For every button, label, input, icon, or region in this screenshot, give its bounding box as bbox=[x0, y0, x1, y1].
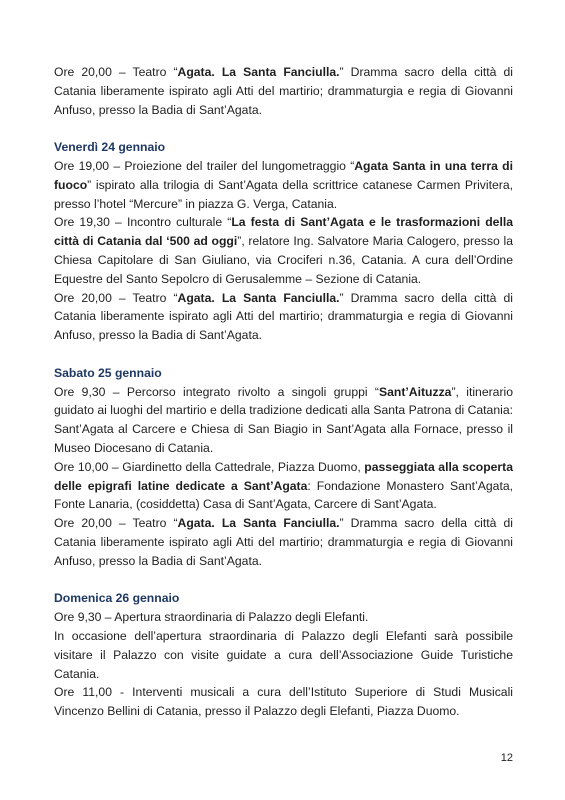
day-heading: Venerdì 24 gennaio bbox=[54, 140, 166, 155]
event-paragraph bbox=[54, 627, 513, 683]
day-heading: Sabato 25 gennaio bbox=[54, 365, 162, 380]
event-paragraph bbox=[54, 289, 513, 345]
event-paragraph bbox=[54, 213, 513, 288]
event-paragraph bbox=[54, 514, 513, 570]
body-text: Ore 20,00 – Teatro “ bbox=[54, 290, 178, 305]
body-text: Ore 19,30 – Incontro culturale “ bbox=[54, 215, 232, 230]
body-text: Ore 10,00 – Giardinetto della Cattedrale, Piazza Duomo, bbox=[54, 459, 365, 474]
body-text: ” Dramma sacro della città di Catania liberamente ispirato agli Atti del martirio; drammaturgia e regia di Giovanni Anfuso, presso la Badia di Sant’Agata. bbox=[54, 65, 513, 117]
event-title-text: La festa di Sant’Agata e le trasformazioni della città di Catania dal ‘500 ad oggi bbox=[54, 215, 514, 249]
body-text: ”, relatore Ing. Salvatore Maria Calogero, presso la Chiesa Capitolare di San Giuliano, via Crociferi n.36, Catania. A cura dell’Ordine Equestre del Santo Sepolcro di Gerusalemme – Sezione di Catania. bbox=[54, 234, 513, 286]
event-paragraph bbox=[54, 458, 513, 514]
body-text: Ore 9,30 – Apertura straordinaria di Palazzo degli Elefanti. bbox=[54, 610, 369, 625]
body-text: ” Dramma sacro della città di Catania liberamente ispirato agli Atti del martirio; drammaturgia e regia di Giovanni Anfuso, presso la Badia di Sant’Agata. bbox=[54, 290, 513, 343]
document-body bbox=[54, 63, 513, 721]
event-title-text: passeggiata alla scoperta delle epigrafi latine dedicate a Sant’Agata bbox=[54, 459, 513, 493]
event-paragraph bbox=[54, 608, 513, 627]
body-text: Ore 19,00 – Proiezione del trailer del lungometraggio “ bbox=[54, 158, 355, 173]
event-title-text: Agata. La Santa Fanciulla. bbox=[177, 516, 340, 531]
page-number: 12 bbox=[500, 752, 513, 764]
body-text: Ore 9,30 – Percorso integrato rivolto a singoli gruppi “ bbox=[54, 384, 379, 399]
body-text: ”, itinerario guidato ai luoghi del martirio e della tradizione dedicati alla Santa Patrona di Catania: Sant’Agata al Carcere e Chiesa di San Biagio in Sant’Agata alla Fornace, presso il Museo Diocesano di Catania. bbox=[54, 384, 513, 455]
body-text: Ore 20,00 – Teatro “ bbox=[54, 65, 178, 79]
paragraph-spacer bbox=[54, 345, 513, 364]
body-text: ” Dramma sacro della città di Catania liberamente ispirato agli Atti del martirio; drammaturgia e regia di Giovanni Anfuso, presso la Badia di Sant’Agata. bbox=[54, 516, 513, 568]
event-paragraph bbox=[54, 683, 513, 721]
day-heading: Domenica 26 gennaio bbox=[54, 591, 180, 606]
body-text: ” ispirato alla trilogia di Sant’Agata della scrittrice catanese Carmen Privitera, presso l’hotel “Mercure” in piazza G. Verga, Catania. bbox=[54, 177, 513, 211]
event-title-text: Agata Santa in una terra di fuoco bbox=[54, 158, 513, 192]
body-text: Ore 20,00 – Teatro “ bbox=[54, 516, 178, 531]
event-title-text: Agata. La Santa Fanciulla. bbox=[177, 65, 340, 79]
body-text: Ore 11,00 - Interventi musicali a cura dell’Istituto Superiore di Studi Musicali Vincenzo Bellini di Catania, presso il Palazzo degli Elefanti, Piazza Duomo. bbox=[54, 685, 513, 719]
event-paragraph bbox=[54, 157, 513, 213]
paragraph-spacer bbox=[54, 571, 513, 590]
paragraph-spacer bbox=[54, 119, 513, 138]
event-paragraph bbox=[54, 383, 513, 458]
body-text: : Fondazione Monastero Sant’Agata, Fonte Lanaria, (cosiddetta) Casa di Sant’Agata, Carcere di Sant’Agata. bbox=[54, 478, 513, 512]
event-title-text: Agata. La Santa Fanciulla. bbox=[177, 290, 340, 305]
event-title-text: Sant’Aituzza bbox=[379, 384, 452, 399]
body-text: In occasione dell’apertura straordinaria di Palazzo degli Elefanti sarà possibile visitare il Palazzo con visite guidate a cura dell’Associazione Guide Turistiche Catania. bbox=[54, 628, 513, 681]
event-paragraph bbox=[54, 63, 513, 119]
